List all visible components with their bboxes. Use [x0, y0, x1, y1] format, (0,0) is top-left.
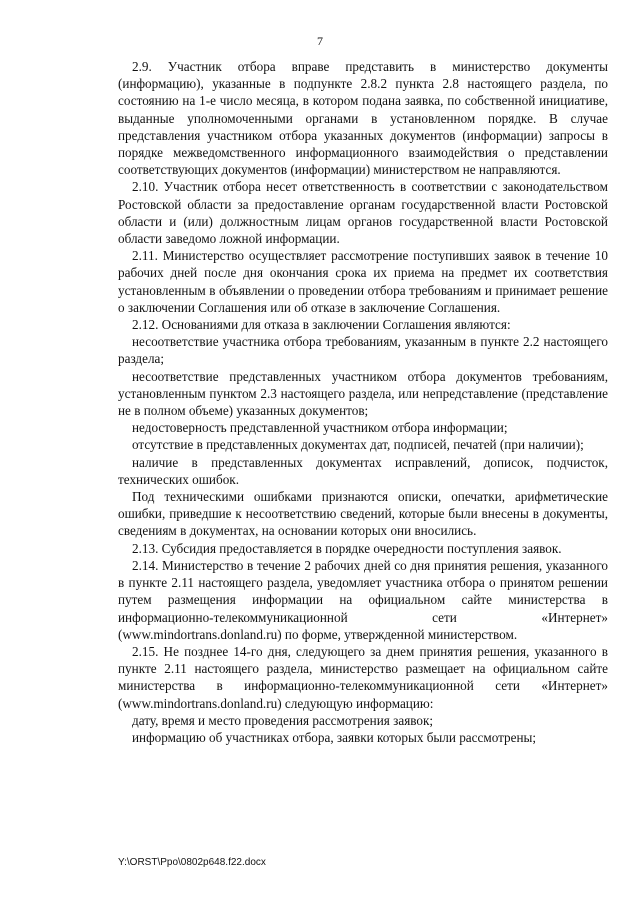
refusal-ground-1: несоответствие участника отбора требованиям, указанным в пункте 2.2 настоящего раздела;: [118, 334, 608, 367]
refusal-ground-5: наличие в представленных документах исправлений, дописок, подчисток, технических ошибок.: [118, 454, 608, 487]
publication-item-1: дату, время и место проведения рассмотрения заявок;: [132, 712, 434, 728]
paragraph-2-11: 2.11. Министерство осуществляет рассмотрение поступивших заявок в течение 10 рабочих дней после дня окончания срока их приема на предмет их соответствия установленным в объявлении о проведении отбора требованиям и принимает решение о заключении Соглашения или об отказе в заключение Соглашения.: [118, 248, 608, 315]
paragraph-2-14: 2.14. Министерство в течение 2 рабочих дней со дня принятия решения, указанного в пункте 2.11 настоящего раздела, уведомляет участника отбора о принятом решении путем размещения информации на официальном сайте министерства в информационно-телекоммуникационной сети «Интернет» (www.mindortrans.donland.ru) по форме, утвержденной министерством.: [118, 557, 608, 642]
paragraph-2-15: 2.15. Не позднее 14-го дня, следующего за днем принятия решения, указанного в пункте 2.11 настоящего раздела, министерство размещает на официальном сайте министерства в информационно-телекоммуникационной сети «Интернет» (www.mindortrans.donland.ru) следующую информацию:: [118, 643, 608, 711]
paragraph-2-12: 2.12. Основаниями для отказа в заключении Соглашения являются:: [132, 317, 511, 333]
page-number: 7: [317, 34, 323, 48]
file-path-footer: Y:\ORST\Ppo\0802p648.f22.docx: [118, 857, 266, 868]
technical-errors-note: Под техническими ошибками признаются описки, опечатки, арифметические ошибки, приведшие к несоответствию сведений, которые были внесены в документы, сведениям в документах, на основании которых они вносились.: [118, 489, 608, 539]
publication-item-2: информацию об участниках отбора, заявки которых были рассмотрены;: [132, 729, 537, 745]
refusal-ground-3: недостоверность представленной участником отбора информации;: [132, 420, 508, 436]
refusal-ground-4: отсутствие в представленных документах дат, подписей, печатей (при наличии);: [132, 437, 584, 453]
paragraph-2-10: 2.10. Участник отбора несет ответственность в соответствии с законодательством Ростовской области за предоставление органам государственной власти Ростовской области и (или) должностным лицам органов государственной власти Ростовской области заведомо ложной информации.: [118, 179, 608, 247]
document-body: [118, 58, 608, 746]
refusal-ground-2: несоответствие представленных участником отбора документов требованиям, установленным пунктом 2.3 настоящего раздела, или непредставление (представление не в полном объеме) указанных документов;: [118, 368, 608, 419]
paragraph-2-9: 2.9. Участник отбора вправе представить в министерство документы (информацию), указанные в подпункте 2.8.2 пункта 2.8 настоящего раздела, по состоянию на 1-е число месяца, в котором подана заявка, по собственной инициативе, выданные уполномоченными органами в установленном порядке. В случае представления участником отбора указанных документов (информации) запросы в порядке межведомственного информационного взаимодействия о представлении соответствующих документов (информации) министерством не направляются.: [118, 59, 608, 178]
paragraph-2-13: 2.13. Субсидия предоставляется в порядке очередности поступления заявок.: [132, 540, 562, 556]
